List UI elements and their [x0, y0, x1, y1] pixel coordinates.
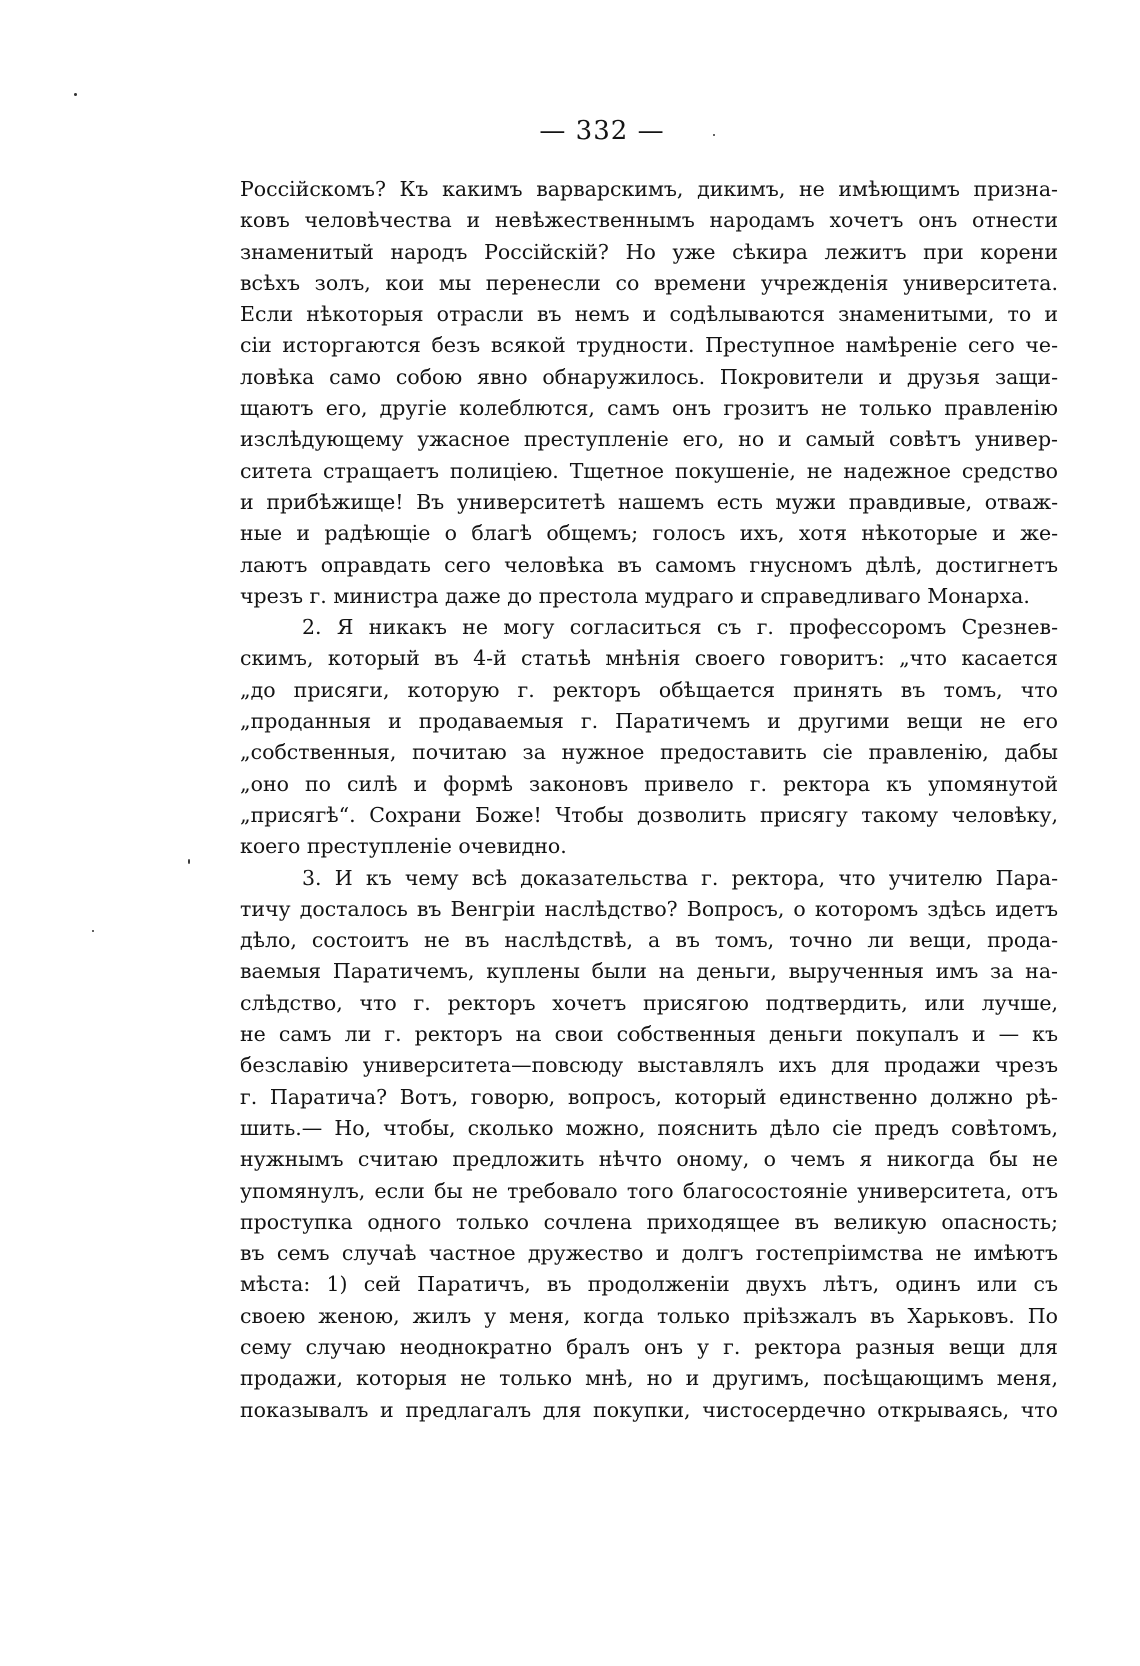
body-text: [240, 174, 1058, 1426]
text-line: показывалъ и предлагалъ для покупки, чистосердечно открываясь, что: [240, 1397, 1058, 1422]
text-line: упомянулъ, если бы не требовало того благосостояніе университета, отъ: [240, 1178, 1058, 1203]
text-line: ситета стращаетъ полиціею. Тщетное покушеніе, не надежное средство: [240, 458, 1058, 483]
text-line: Россійскомъ? Къ какимъ варварскимъ, дикимъ, не имѣющимъ призна-: [240, 177, 1058, 201]
text-line: 2. Я никакъ не могу согласиться съ г. профессоромъ Срезнев-: [302, 615, 1058, 640]
text-line: Если нѣкоторыя отрасли въ немъ и содѣлываются знаменитыми, то и: [240, 302, 1058, 327]
text-line: въ семъ случаѣ частное дружество и долгъ гостепріимства не имѣютъ: [240, 1241, 1058, 1266]
text-line: „проданныя и продаваемыя г. Паратичемъ и другими вещи не его: [240, 709, 1058, 734]
text-line: проступка одного только сочлена приходящее въ великую опасность;: [240, 1209, 1058, 1234]
scan-speck: [713, 134, 715, 136]
text-line: всѣхъ золъ, кои мы перенесли со времени учрежденія университета.: [240, 270, 1058, 295]
text-line: слѣдство, что г. ректоръ хочетъ присягою подтвердить, или лучше,: [240, 990, 1058, 1015]
text-line: ные и радѣющіе о благѣ общемъ; голосъ ихъ, хотя нѣкоторые и же-: [240, 521, 1058, 546]
text-line: мѣста: 1) сей Паратичъ, въ продолженіи двухъ лѣтъ, одинъ или съ: [240, 1272, 1058, 1297]
text-line: „присягѣ“. Сохрани Боже! Чтобы дозволить присягу такому человѣку,: [240, 802, 1058, 827]
text-line: ловѣка само собою явно обнаружилось. Покровители и друзья защи-: [240, 364, 1058, 389]
text-line: шить.— Но, чтобы, сколько можно, пояснить дѣло сіе предъ совѣтомъ,: [240, 1115, 1058, 1140]
text-line: скимъ, который въ 4-й статьѣ мнѣнія своего говоритъ: „что касается: [240, 646, 1058, 671]
text-line: нужнымъ считаю предложить нѣчто оному, о чемъ я никогда бы не: [240, 1147, 1058, 1172]
text-line: знаменитый народъ Россійскій? Но уже сѣкира лежитъ при корени: [240, 239, 1058, 264]
text-line: „собственныя, почитаю за нужное предоставить сіе правленію, дабы: [240, 740, 1058, 765]
scan-speck: [74, 93, 77, 96]
text-line: ковъ человѣчества и невѣжественнымъ народамъ хочетъ онъ отнести: [240, 208, 1058, 233]
text-line: и прибѣжище! Въ университетѣ нашемъ есть мужи правдивые, отваж-: [240, 489, 1058, 514]
text-line: „до присяги, которую г. ректоръ обѣщается принять въ томъ, что: [240, 677, 1058, 702]
page-number: — 332 —: [539, 116, 665, 146]
scan-speck: [92, 930, 94, 932]
text-line: тичу досталось въ Венгріи наслѣдство? Вопросъ, о которомъ здѣсь идетъ: [240, 896, 1058, 921]
text-line: коего преступленіе очевидно.: [240, 834, 567, 859]
text-line: изслѣдующему ужасное преступленіе его, но и самый совѣтъ универ-: [240, 427, 1058, 452]
text-line: лаютъ оправдать сего человѣка въ самомъ гнусномъ дѣлѣ, достигнетъ: [240, 552, 1058, 577]
text-line: своею женою, жилъ у меня, когда только пріѣзжалъ въ Харьковъ. По: [240, 1303, 1058, 1328]
text-line: ваемыя Паратичемъ, куплены были на деньги, вырученныя имъ за на-: [240, 959, 1058, 984]
text-line: не самъ ли г. ректоръ на свои собственныя деньги покупалъ и — къ: [240, 1022, 1058, 1047]
text-line: чрезъ г. министра даже до престола мудраго и справедливаго Монарха.: [240, 583, 1030, 608]
text-line: щаютъ его, другіе колеблются, самъ онъ грозитъ не только правленію: [240, 396, 1058, 421]
text-line: 3. И къ чему всѣ доказательства г. ректора, что учителю Пара-: [302, 865, 1058, 890]
text-line: „оно по силѣ и формѣ законовъ привело г. ректора къ упомянутой: [240, 771, 1058, 796]
text-line: дѣло, состоитъ не въ наслѣдствѣ, а въ томъ, точно ли вещи, прода-: [240, 928, 1058, 953]
text-line: безславію университета—повсюду выставлялъ ихъ для продажи чрезъ: [240, 1053, 1058, 1078]
scan-speck: [188, 859, 190, 864]
text-line: сіи исторгаются безъ всякой трудности. Преступное намѣреніе сего че-: [240, 333, 1058, 358]
text-line: сему случаю неоднократно бралъ онъ у г. ректора разныя вещи для: [240, 1334, 1058, 1359]
text-line: продажи, которыя не только мнѣ, но и другимъ, посѣщающимъ меня,: [240, 1366, 1058, 1391]
text-line: г. Паратича? Вотъ, говорю, вопросъ, который единственно должно рѣ-: [240, 1084, 1058, 1109]
